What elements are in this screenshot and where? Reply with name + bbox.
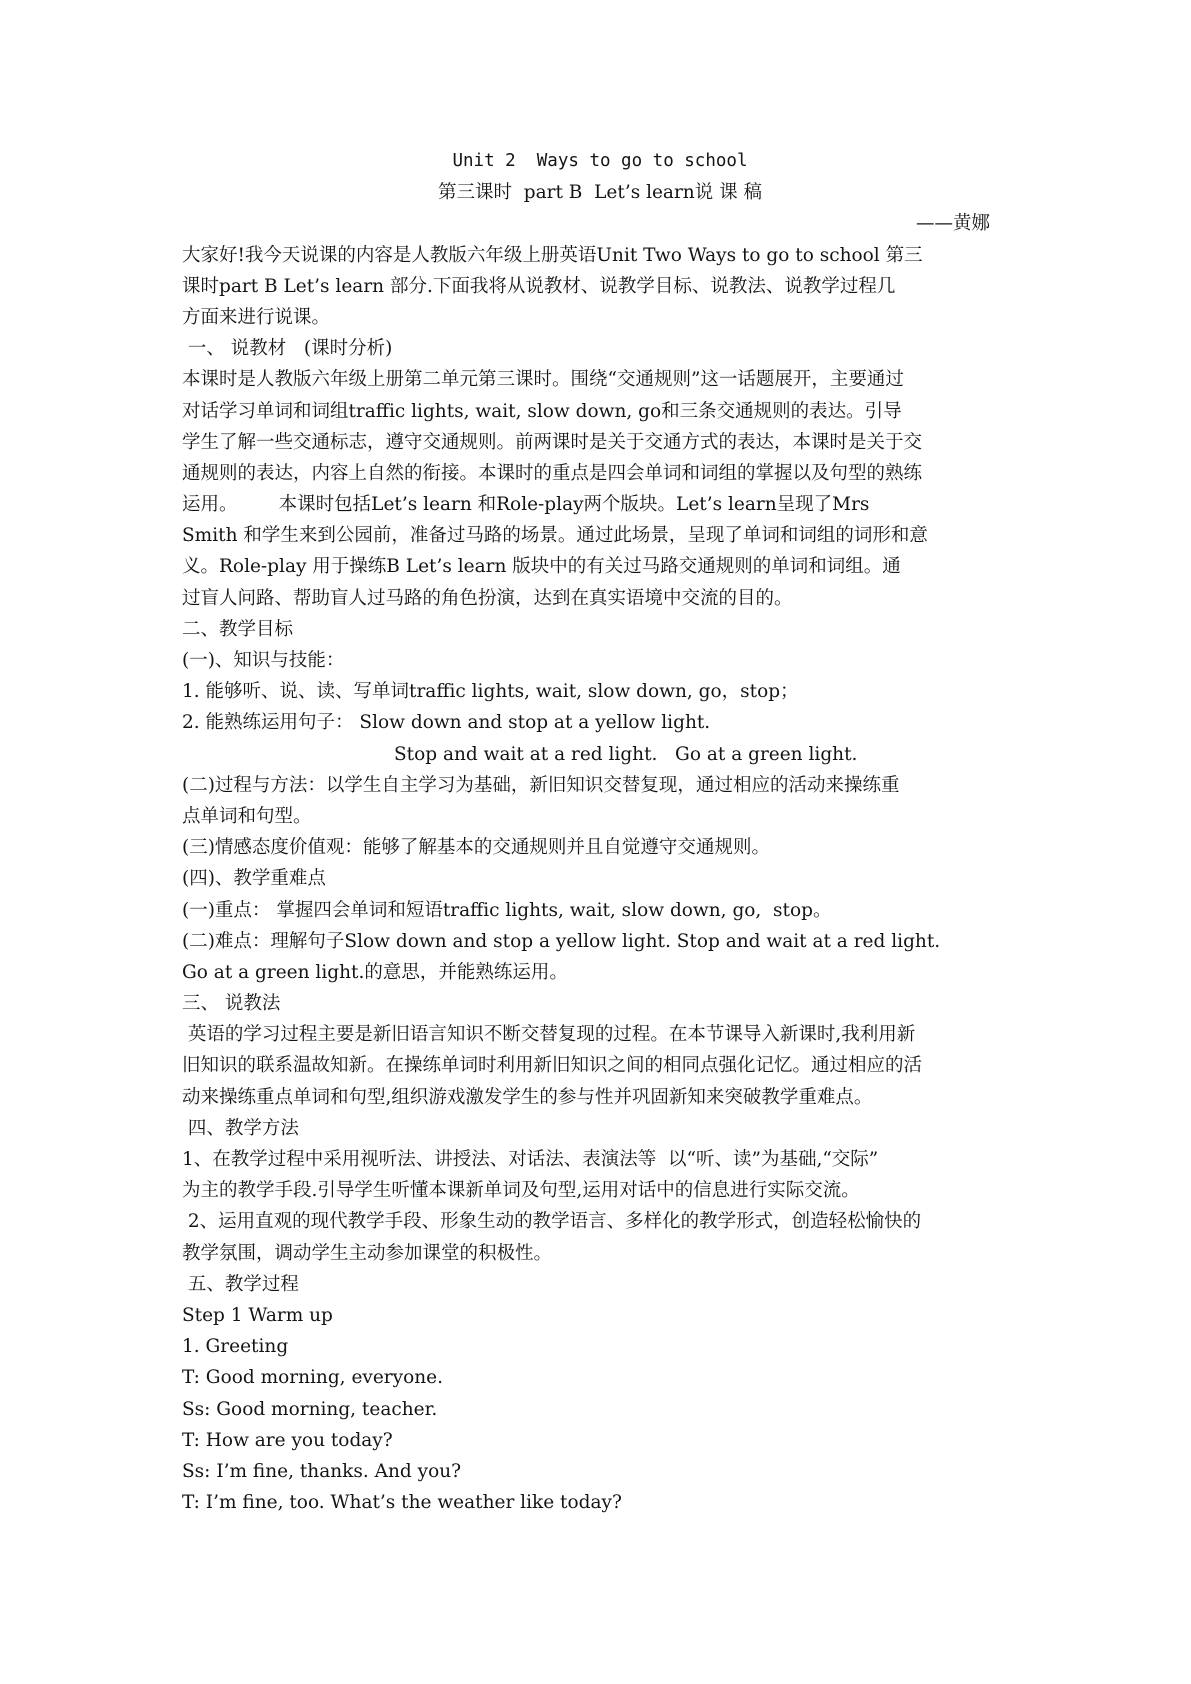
section-paragraph [182,1019,1018,1113]
dialogue-line: T: Good morning, everyone. [182,1367,443,1389]
list-item: (一)重点： 掌握四会单词和短语traffic lights, wait, slow down, go, stop。 [182,899,832,921]
paragraph-line: 动来操练重点单词和句型,组织游戏激发学生的参与性并巩固新知来突破教学重难点。 [182,1086,873,1108]
subsection-heading: (一)、知识与技能： [182,650,345,671]
dialogue-line: Ss: I’m fine, thanks. And you? [182,1460,462,1482]
dialogue-block [182,1300,1018,1518]
paragraph-line: 大家好!我今天说课的内容是人教版六年级上册英语Unit Two Ways to go to school 第三 [182,244,923,266]
dialogue-line: 1. Greeting [182,1336,289,1358]
section-paragraph [182,364,1018,614]
list-item: 1. 能够听、说、读、写单词traffic lights, wait, slow down, go，stop； [182,681,799,703]
list-item: 2. 能熟练运用句子： Slow down and stop at a yellow light. [182,712,711,734]
doc-title: Unit 2 Ways to go to school [452,151,748,171]
doc-subtitle: 第三课时 part B Let’s learn说 课 稿 [438,182,762,204]
section-heading: 二、教学目标 [182,618,294,640]
section-paragraph [182,770,1018,832]
paragraph-line: (二)难点：理解句子Slow down and stop a yellow light. Stop and wait at a red light. [182,930,941,952]
section-paragraph [182,926,1018,988]
paragraph-line: Go at a green light.的意思，并能熟练运用。 [182,961,568,983]
section-heading: 一、 说教材 (课时分析) [182,338,393,360]
section-heading: 三、 说教法 [182,993,281,1015]
dialogue-line: T: How are you today? [182,1429,393,1451]
subsection-heading: (四)、教学重难点 [182,868,326,890]
intro-paragraph [182,240,1018,334]
paragraph-line: 学生了解一些交通标志，遵守交通规则。前两课时是关于交通方式的表达，本课时是关于交 [182,431,923,453]
paragraph-line: 义。Role-play 用于操练B Let’s learn 版块中的有关过马路交通规则的单词和词组。通 [182,556,901,578]
paragraph-line: 运用。 本课时包括Let’s learn 和Role-play两个版块。Let’s learn呈现了Mrs [182,494,870,516]
paragraph-line: 2、运用直观的现代教学手段、形象生动的教学语言、多样化的教学形式，创造轻松愉快的 [182,1211,922,1233]
paragraph-line: 课时part B Let’s learn 部分.下面我将从说教材、说教学目标、说教法、说教学过程几 [182,275,896,297]
doc-author: ——黄娜 [915,213,990,235]
section-paragraph [182,1144,1018,1269]
section-heading: 五、教学过程 [182,1273,299,1295]
list-item-continuation: Stop and wait at a red light. Go at a green light. [394,743,858,765]
paragraph-line: 英语的学习过程主要是新旧语言知识不断交替复现的过程。在本节课导入新课时,我利用新 [182,1024,916,1046]
paragraph-line: 方面来进行说课。 [182,306,331,328]
dialogue-line: Step 1 Warm up [182,1304,333,1326]
paragraph-line: 1、在教学过程中采用视听法、讲授法、对话法、表演法等 以“听、读”为基础,“交际” [182,1149,879,1170]
paragraph-line: 对话学习单词和词组traffic lights, wait, slow down, go和三条交通规则的表达。引导 [182,400,902,422]
paragraph-line: Smith 和学生来到公园前，准备过马路的场景。通过此场景，呈现了单词和词组的词形和意 [182,525,928,547]
paragraph-line: 本课时是人教版六年级上册第二单元第三课时。围绕“交通规则”这一话题展开，主要通过 [182,369,904,391]
dialogue-line: Ss: Good morning, teacher. [182,1398,438,1420]
paragraph-line: 旧知识的联系温故知新。在操练单词时利用新旧知识之间的相同点强化记忆。通过相应的活 [182,1055,923,1077]
paragraph-line: (二)过程与方法：以学生自主学习为基础，新旧知识交替复现，通过相应的活动来操练重 [182,774,900,796]
paragraph-line: 通规则的表达，内容上自然的衔接。本课时的重点是四会单词和词组的掌握以及句型的熟练 [182,462,923,484]
dialogue-line: T: I’m fine, too. What’s the weather like today? [182,1492,622,1514]
paragraph-line: 教学氛围，调动学生主动参加课堂的积极性。 [182,1242,553,1264]
paragraph-line: 过盲人问路、帮助盲人过马路的角色扮演，达到在真实语境中交流的目的。 [182,587,793,609]
section-heading: 四、教学方法 [182,1117,299,1139]
paragraph-line: 为主的教学手段.引导学生听懂本课新单词及句型,运用对话中的信息进行实际交流。 [182,1180,860,1202]
document-body [182,146,1018,1518]
paragraph-line: 点单词和句型。 [182,805,312,827]
subsection-heading: (三)情感态度价值观：能够了解基本的交通规则并且自觉遵守交通规则。 [182,837,770,859]
